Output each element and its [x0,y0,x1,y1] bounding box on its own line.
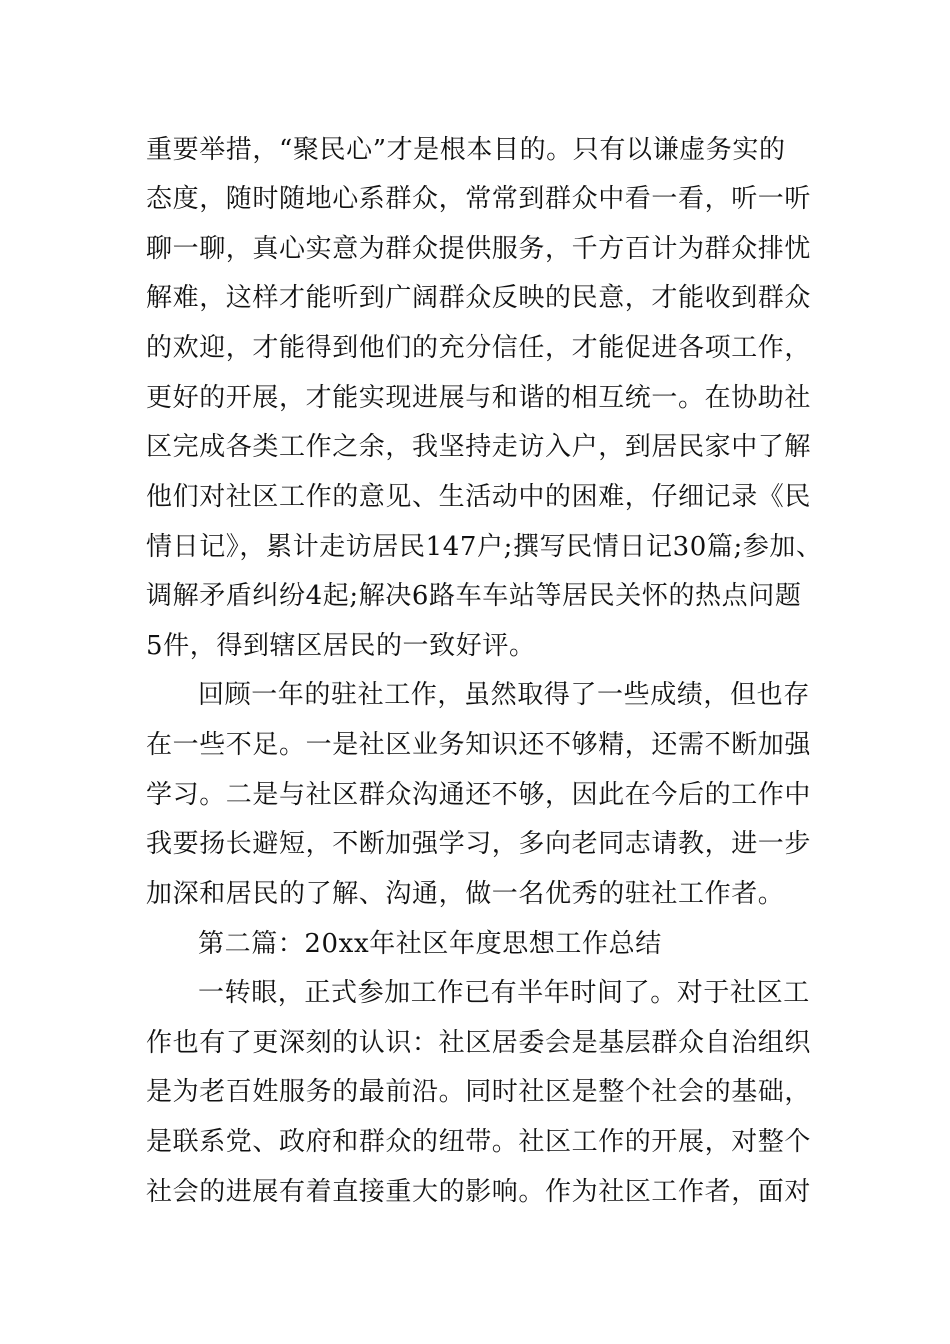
text-line: 更好的开展，才能实现进展与和谐的相互统一。在协助社 [146,383,812,413]
text-line: 解难，这样才能听到广阔群众反映的民意，才能收到群众 [146,283,812,313]
text-line: 态度，随时随地心系群众，常常到群众中看一看，听一听 [146,184,812,214]
text-line: 我要扬长避短，不断加强学习，多向老同志请教，进一步 [146,829,812,859]
text-line: 区完成各类工作之余，我坚持走访入户，到居民家中了解 [146,432,812,462]
text-line: 是联系党、政府和群众的纽带。社区工作的开展，对整个 [146,1127,812,1157]
text-line: 他们对社区工作的意见、生活动中的困难，仔细记录《民 [146,482,812,512]
paragraph-first-line: 一转眼，正式参加工作已有半年时间了。对于社区工 [198,978,810,1008]
text-line: 调解矛盾纠纷4起;解决6路车车站等居民关怀的热点问题 [146,581,802,611]
text-line: 5件，得到辖区居民的一致好评。 [146,631,536,661]
text-line: 聊一聊，真心实意为群众提供服务，千方百计为群众排忧 [146,234,812,264]
text-line: 的欢迎，才能得到他们的充分信任，才能促进各项工作， [146,333,812,363]
text-line: 在一些不足。一是社区业务知识还不够精，还需不断加强 [146,730,812,760]
paragraph-first-line: 回顾一年的驻社工作，虽然取得了一些成绩，但也存 [198,680,810,710]
text-line: 作也有了更深刻的认识：社区居委会是基层群众自治组织 [146,1028,812,1058]
text-line: 情日记》，累计走访居民147户;撰写民情日记30篇;参加、 [146,532,823,562]
text-line: 重要举措，“聚民心”才是根本目的。只有以谦虚务实的 [146,135,786,165]
text-line: 社会的进展有着直接重大的影响。作为社区工作者，面对 [146,1177,812,1207]
text-line: 学习。二是与社区群众沟通还不够，因此在今后的工作中 [146,780,812,810]
text-line: 加深和居民的了解、沟通，做一名优秀的驻社工作者。 [146,879,785,909]
section-heading: 第二篇：20xx年社区年度思想工作总结 [198,929,662,959]
text-line: 是为老百姓服务的最前沿。同时社区是整个社会的基础， [146,1077,812,1107]
